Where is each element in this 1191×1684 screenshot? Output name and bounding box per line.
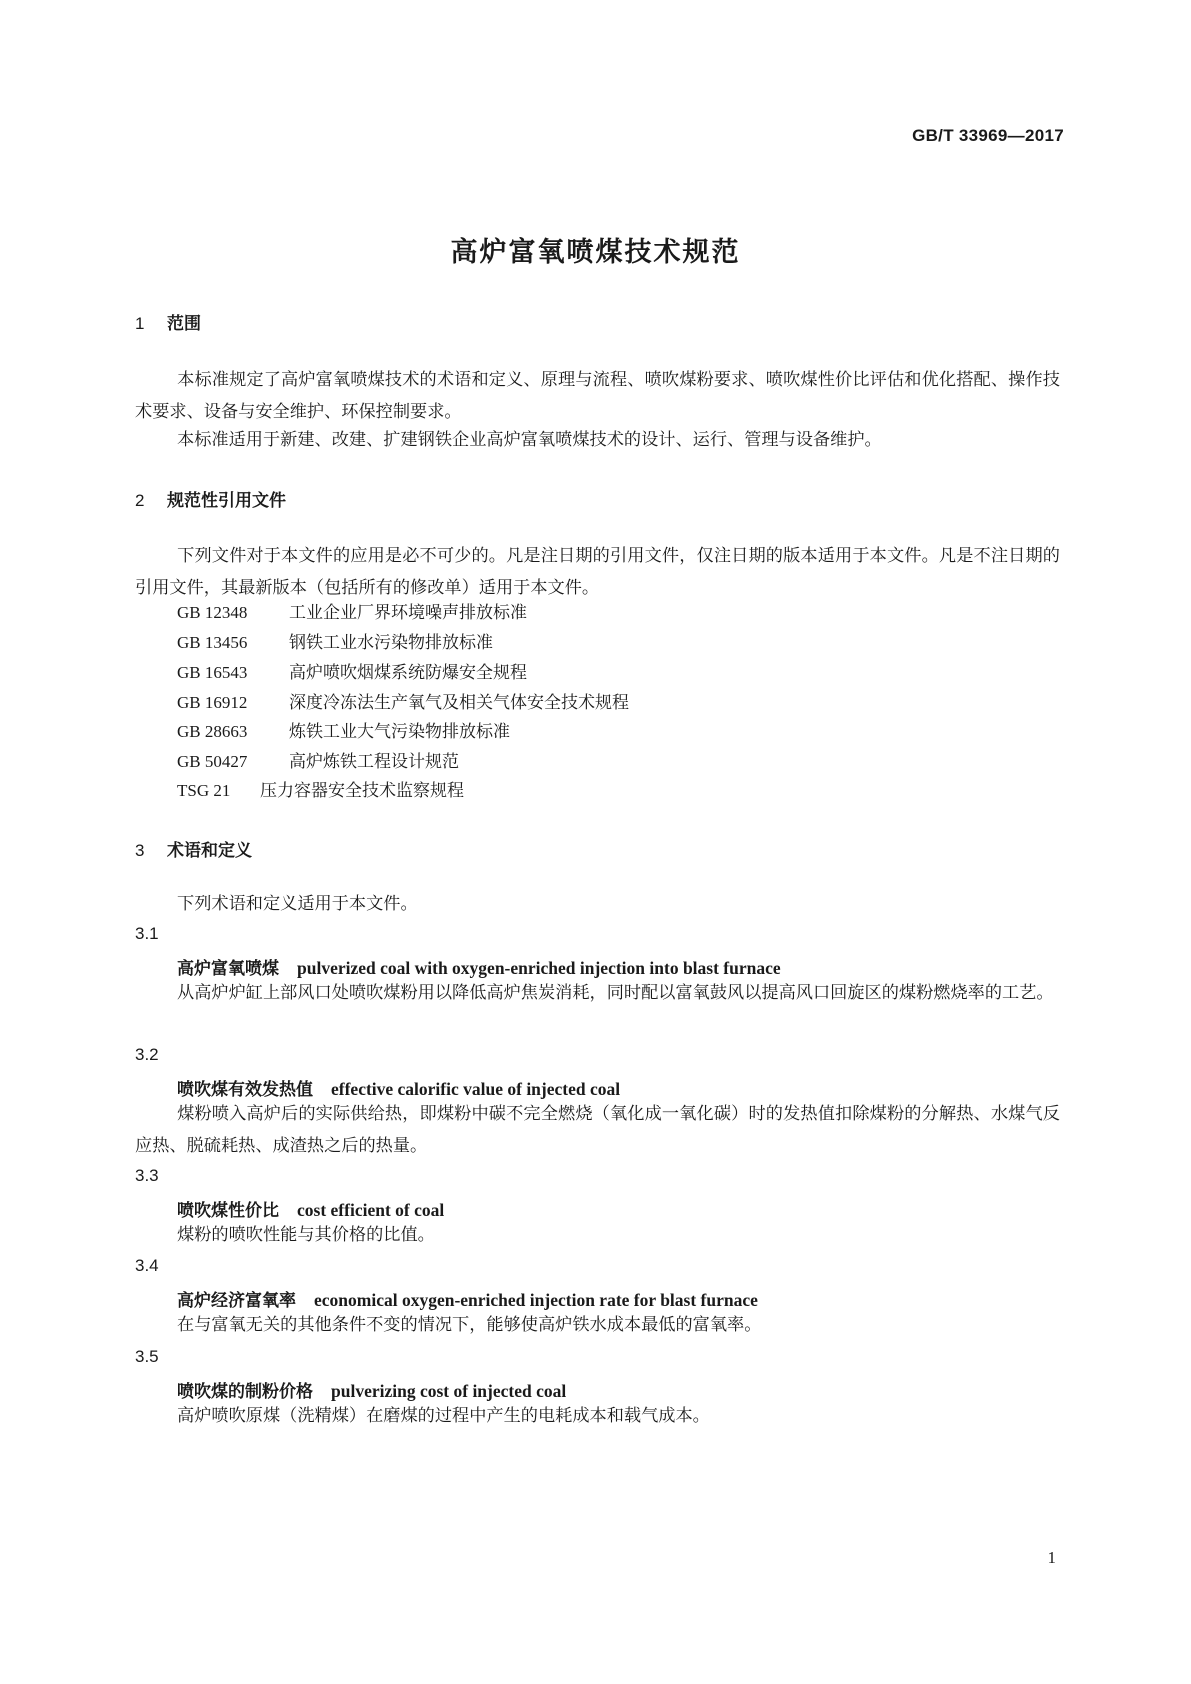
section-number: 3 [135, 841, 145, 860]
term-chinese: 喷吹煤的制粉价格 [177, 1382, 313, 1402]
term-definition [135, 1098, 1060, 1162]
reference-item [177, 597, 527, 629]
section-3-intro [135, 888, 1060, 920]
reference-code: GB 28663 [177, 722, 248, 741]
term-heading [177, 1196, 444, 1221]
term-definition [135, 977, 1060, 1009]
section-2-intro [135, 540, 1060, 604]
section-number: 2 [135, 491, 145, 510]
term-heading [177, 1377, 566, 1402]
term-number: 3.3 [135, 1166, 159, 1185]
term-english: pulverized coal with oxygen-enriched injection into blast furnace [297, 958, 781, 978]
reference-title: 炼铁工业大气污染物排放标准 [289, 722, 510, 742]
term-chinese: 喷吹煤有效发热值 [177, 1080, 313, 1100]
section-1-heading [135, 309, 201, 334]
section-number: 1 [135, 314, 145, 333]
term-definition [135, 1400, 1060, 1432]
term-heading [177, 1075, 620, 1100]
document-title: 高炉富氧喷煤技术规范 [450, 237, 741, 268]
reference-code: TSG 21 [177, 781, 231, 800]
reference-title: 压力容器安全技术监察规程 [260, 781, 464, 801]
paragraph-text: 本标准适用于新建、改建、扩建钢铁企业高炉富氧喷煤技术的设计、运行、管理与设备维护。 [177, 430, 882, 450]
term-english: effective calorific value of injected coal [331, 1079, 621, 1099]
reference-title: 深度冷冻法生产氧气及相关气体安全技术规程 [289, 693, 629, 713]
reference-item [177, 716, 510, 748]
reference-code: GB 12348 [177, 603, 248, 622]
term-definition [135, 1219, 1060, 1251]
term-number: 3.1 [135, 924, 159, 943]
definition-text: 高炉喷吹原煤（洗精煤）在磨煤的过程中产生的电耗成本和载气成本。 [177, 1406, 710, 1426]
term-english: pulverizing cost of injected coal [331, 1381, 567, 1401]
section-2-heading [135, 486, 286, 511]
reference-title: 钢铁工业水污染物排放标准 [289, 633, 493, 653]
term-english: cost efficient of coal [297, 1200, 445, 1220]
reference-item [177, 657, 527, 689]
standard-code: GB/T 33969—2017 [912, 126, 1064, 145]
section-title: 范围 [167, 314, 201, 334]
reference-item [177, 746, 459, 778]
reference-item [177, 775, 464, 807]
definition-text: 煤粉喷入高炉后的实际供给热，即煤粉中碳不完全燃烧（氧化成一氧化碳）时的发热值扣除煤粉的分解热、水煤气反应热、脱硫耗热、成渣热之后的热量。 [135, 1104, 1060, 1156]
term-english: economical oxygen-enriched injection rate for blast furnace [314, 1290, 758, 1310]
section-title: 术语和定义 [167, 841, 252, 861]
paragraph-text: 下列术语和定义适用于本文件。 [177, 894, 418, 914]
term-chinese: 喷吹煤性价比 [177, 1201, 279, 1221]
term-chinese: 高炉经济富氧率 [177, 1291, 296, 1311]
term-definition [135, 1309, 1060, 1341]
section-3-heading [135, 836, 252, 861]
reference-code: GB 16543 [177, 663, 248, 682]
reference-code: GB 13456 [177, 633, 248, 652]
page-number: 1 [1047, 1548, 1056, 1567]
reference-code: GB 16912 [177, 693, 248, 712]
reference-item [177, 687, 629, 719]
reference-title: 工业企业厂界环境噪声排放标准 [289, 603, 527, 623]
section-title: 规范性引用文件 [167, 491, 286, 511]
definition-text: 从高炉炉缸上部风口处喷吹煤粉用以降低高炉焦炭消耗，同时配以富氧鼓风以提高风口回旋区的煤粉燃烧率的工艺。 [177, 983, 1054, 1003]
term-number: 3.2 [135, 1045, 159, 1064]
section-1-paragraph-1 [135, 364, 1060, 428]
paragraph-text: 下列文件对于本文件的应用是必不可少的。凡是注日期的引用文件，仅注日期的版本适用于本文件。凡是不注日期的引用文件，其最新版本（包括所有的修改单）适用于本文件。 [135, 546, 1060, 598]
reference-title: 高炉炼铁工程设计规范 [289, 752, 459, 772]
term-heading [177, 954, 781, 979]
term-heading [177, 1286, 758, 1311]
reference-title: 高炉喷吹烟煤系统防爆安全规程 [289, 663, 527, 683]
reference-item [177, 627, 493, 659]
term-number: 3.5 [135, 1347, 159, 1366]
paragraph-text: 本标准规定了高炉富氧喷煤技术的术语和定义、原理与流程、喷吹煤粉要求、喷吹煤性价比评估和优化搭配、操作技术要求、设备与安全维护、环保控制要求。 [135, 370, 1060, 422]
term-chinese: 高炉富氧喷煤 [177, 959, 279, 979]
definition-text: 煤粉的喷吹性能与其价格的比值。 [177, 1225, 435, 1245]
reference-code: GB 50427 [177, 752, 248, 771]
section-1-paragraph-2 [135, 424, 1060, 456]
definition-text: 在与富氧无关的其他条件不变的情况下，能够使高炉铁水成本最低的富氧率。 [177, 1315, 762, 1335]
term-number: 3.4 [135, 1256, 159, 1275]
